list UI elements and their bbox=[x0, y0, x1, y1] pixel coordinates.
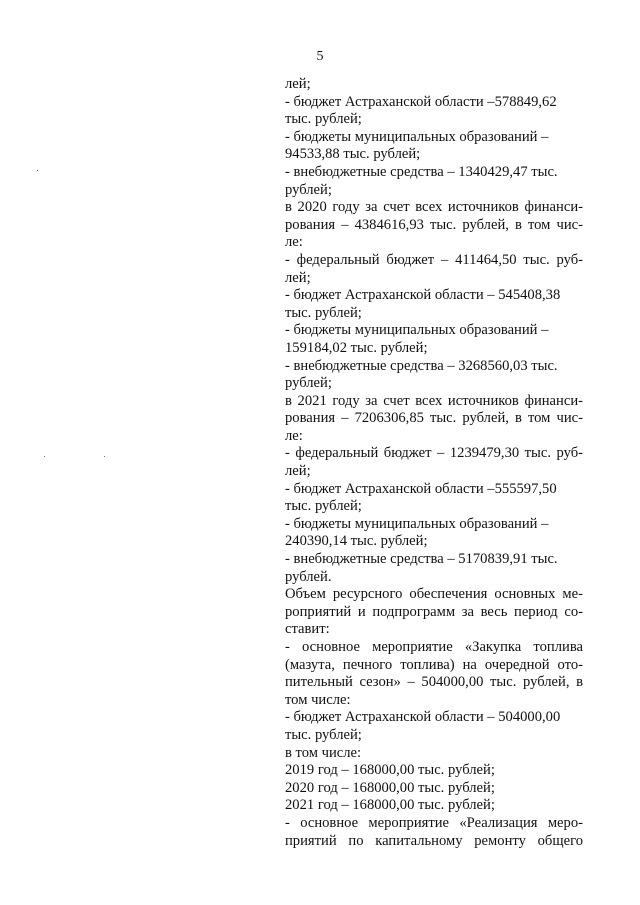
scan-speck bbox=[104, 456, 105, 457]
text-line: 94533,88 тыс. рублей; bbox=[285, 146, 421, 163]
text-line: - федеральный бюджет – 1239479,30 тыс. руб- bbox=[285, 445, 583, 462]
text-line: приятий по капитальному ремонту общего bbox=[285, 832, 583, 849]
text-line: 2021 год – 168000,00 тыс. рублей; bbox=[285, 797, 495, 814]
text-line: - внебюджетные средства – 3268560,03 тыс. bbox=[285, 357, 558, 374]
text-line: роприятий и подпрограмм за весь период со- bbox=[285, 603, 583, 620]
text-line: тыс. рублей; bbox=[285, 498, 362, 515]
text-line: в 2020 году за счет всех источников финанси- bbox=[285, 199, 583, 216]
text-line: - основное мероприятие «Закупка топлива bbox=[285, 639, 583, 655]
text-line: 2020 год – 168000,00 тыс. рублей; bbox=[285, 779, 495, 796]
text-line: - бюджеты муниципальных образований – bbox=[285, 515, 549, 532]
text-line: - основное мероприятие «Реализация меро- bbox=[285, 814, 583, 831]
text-line: ставит: bbox=[285, 621, 330, 638]
text-line: том числе: bbox=[285, 691, 351, 708]
text-line: Объем ресурсного обеспечения основных ме- bbox=[285, 586, 583, 603]
text-line: рублей. bbox=[285, 568, 332, 585]
text-line: пительный сезон» – 504000,00 тыс. рублей, в bbox=[285, 674, 583, 691]
text-line: ле: bbox=[285, 234, 303, 251]
document-body bbox=[285, 76, 583, 850]
text-line: - бюджет Астраханской области – 504000,00 bbox=[285, 709, 561, 726]
text-line: - бюджет Астраханской области –578849,62 bbox=[285, 93, 557, 110]
text-line: - бюджет Астраханской области – 545408,38 bbox=[285, 287, 561, 304]
text-line: в том числе: bbox=[285, 744, 362, 761]
text-line: лей; bbox=[285, 269, 311, 286]
text-line: - внебюджетные средства – 1340429,47 тыс. bbox=[285, 163, 558, 180]
scan-speck bbox=[37, 170, 38, 171]
text-line: 240390,14 тыс. рублей; bbox=[285, 533, 428, 550]
text-line: - внебюджетные средства – 5170839,91 тыс. bbox=[285, 551, 558, 568]
text-line: рования – 4384616,93 тыс. рублей, в том чис- bbox=[285, 216, 583, 233]
text-line: 2019 год – 168000,00 тыс. рублей; bbox=[285, 762, 495, 779]
text-line: (мазута, печного топлива) на очередной ото- bbox=[285, 656, 583, 673]
text-line: - бюджеты муниципальных образований – bbox=[285, 128, 549, 145]
text-line: рублей; bbox=[285, 375, 332, 392]
text-line: в 2021 году за счет всех источников финанси- bbox=[285, 392, 583, 409]
text-line: рублей; bbox=[285, 181, 332, 198]
text-line: - бюджет Астраханской области –555597,50 bbox=[285, 480, 557, 497]
text-line: - бюджеты муниципальных образований – bbox=[285, 322, 549, 339]
text-line: - федеральный бюджет – 411464,50 тыс. руб- bbox=[285, 251, 583, 268]
text-line: рования – 7206306,85 тыс. рублей, в том чис- bbox=[285, 410, 583, 427]
text-line: 159184,02 тыс. рублей; bbox=[285, 339, 428, 356]
page-number: 5 bbox=[316, 49, 324, 64]
text-line: тыс. рублей; bbox=[285, 304, 362, 321]
scan-speck bbox=[44, 456, 45, 457]
text-line: тыс. рублей; bbox=[285, 111, 362, 128]
text-line: ле: bbox=[285, 427, 303, 444]
text-line: лей; bbox=[285, 463, 311, 480]
text-line: тыс. рублей; bbox=[285, 726, 362, 743]
text-line: лей; bbox=[285, 76, 311, 92]
